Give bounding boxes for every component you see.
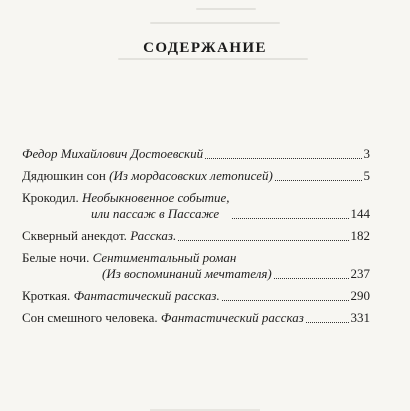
table-of-contents	[22, 146, 370, 332]
toc-entry	[22, 190, 370, 222]
leader-dots	[205, 158, 361, 159]
toc-entry-title: Сон смешного человека. Фантастический рассказ	[22, 310, 304, 325]
toc-entry	[22, 288, 370, 304]
toc-entry-title: Федор Михайлович Достоевский	[22, 146, 204, 161]
leader-dots	[222, 300, 349, 301]
toc-entry	[22, 250, 370, 282]
toc-entry-title: Дядюшкин сон (Из мордасовских летописей)	[22, 168, 273, 183]
toc-entry	[22, 310, 370, 326]
show-through-text	[0, 0, 410, 72]
leader-dots	[232, 218, 349, 219]
toc-page-number: 3	[363, 146, 370, 161]
page-title: СОДЕРЖАНИЕ	[143, 40, 267, 56]
toc-page-number: 237	[350, 266, 370, 281]
leader-dots	[274, 278, 349, 279]
leader-dots	[275, 180, 362, 181]
leader-dots	[306, 322, 349, 323]
toc-page-number: 5	[363, 168, 370, 183]
toc-page-number: 331	[350, 310, 370, 325]
leader-dots	[178, 240, 348, 241]
toc-entry	[22, 228, 370, 244]
toc-entry-title: Крокодил. Необыкновенное событие, или пассаж в Пассаже	[22, 190, 230, 221]
toc-entry-title: Белые ночи. Сентиментальный роман (Из воспоминаний мечтателя)	[22, 250, 272, 281]
toc-page-number: 144	[350, 206, 370, 221]
toc-entry-title: Кроткая. Фантастический рассказ.	[22, 288, 220, 303]
toc-entry	[22, 168, 370, 184]
toc-entry-title: Скверный анекдот. Рассказ.	[22, 228, 177, 243]
toc-page-number: 182	[350, 228, 370, 243]
toc-page-number: 290	[350, 288, 370, 303]
toc-entry	[22, 146, 370, 162]
